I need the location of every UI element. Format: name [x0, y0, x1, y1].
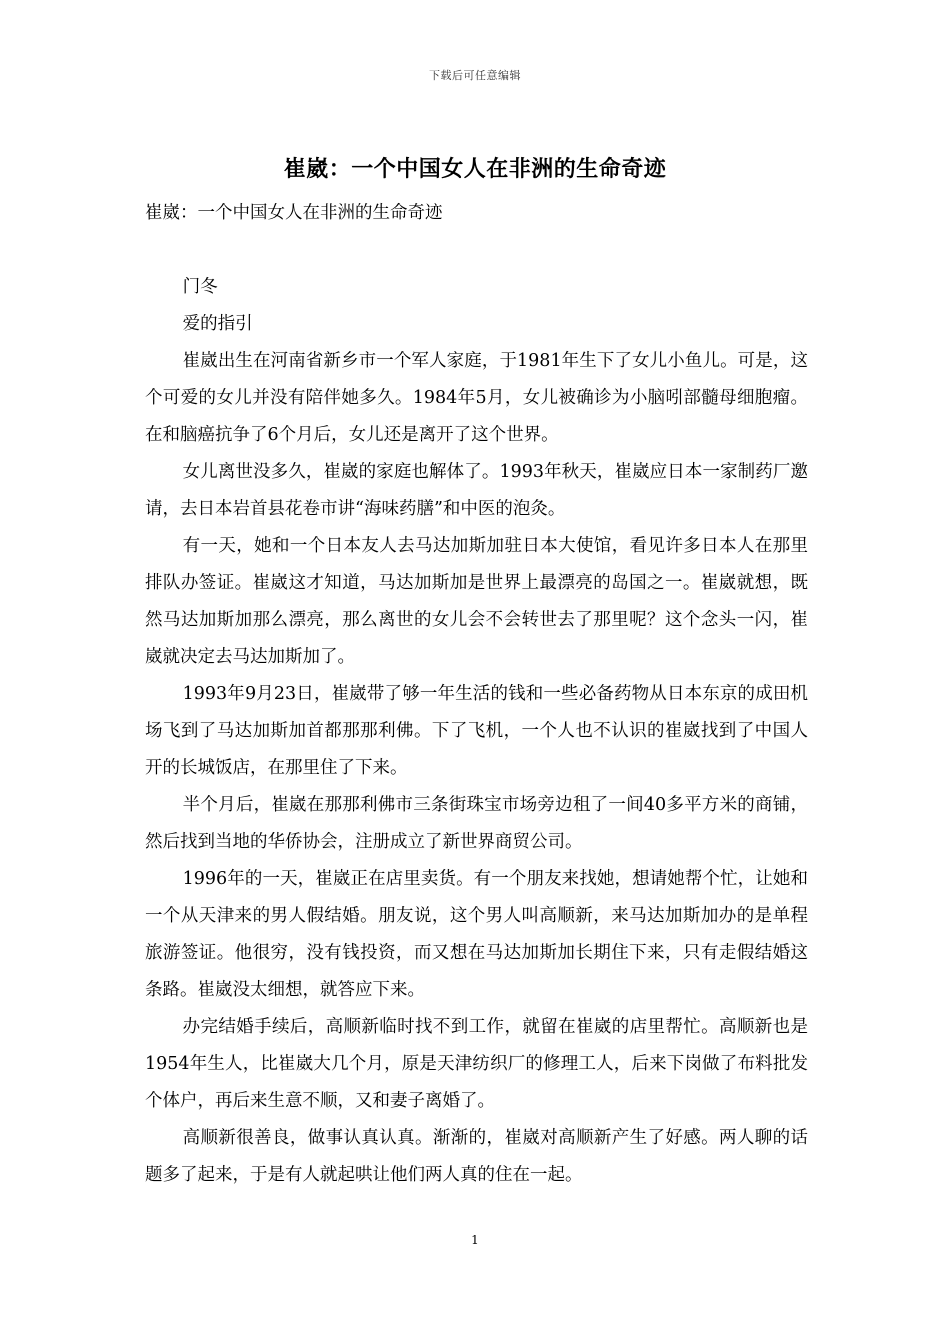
section-heading: 爱的指引 [182, 314, 253, 334]
page-number: 1 [471, 1233, 479, 1247]
subtitle: 崔崴：一个中国女人在非洲的生命奇迹 [145, 203, 443, 223]
document-title: 崔崴：一个中国女人在非洲的生命奇迹 [283, 156, 667, 182]
paragraph: 半个月后，崔崴在那那利佛市三条街珠宝市场旁边租了一间40多平方米的商铺，然后找到当地的华侨协会，注册成立了新世界商贸公司。 [145, 795, 808, 852]
paragraph: 崔崴出生在河南省新乡市一个军人家庭，于1981年生下了女儿小鱼儿。可是，这个可爱的女儿并没有陪伴她多久。1984年5月，女儿被确诊为小脑吲部髓母细胞瘤。在和脑癌抗争了6个月后，女儿还是离开了这个世界。 [145, 351, 808, 445]
paragraph: 1993年9月23日，崔崴带了够一年生活的钱和一些必备药物从日本东京的成田机场飞到了马达加斯加首都那那利佛。下了飞机，一个人也不认识的崔崴找到了中国人开的长城饭店，在那里住了下来。 [145, 684, 808, 778]
document-body [145, 195, 808, 1194]
paragraph: 高顺新很善良，做事认真认真。渐渐的，崔崴对高顺新产生了好感。两人聊的话题多了起来，于是有人就起哄让他们两人真的住在一起。 [145, 1128, 808, 1185]
paragraph: 办完结婚手续后，高顺新临时找不到工作，就留在崔崴的店里帮忙。高顺新也是1954年生人，比崔崴大几个月，原是天津纺织厂的修理工人，后来下岗做了布料批发个体户，再后来生意不顺，又和妻子离婚了。 [145, 1017, 808, 1111]
blank-line [145, 232, 808, 269]
paragraph: 有一天，她和一个日本友人去马达加斯加驻日本大使馆，看见许多日本人在那里排队办签证。崔崴这才知道，马达加斯加是世界上最漂亮的岛国之一。崔崴就想，既然马达加斯加那么漂亮，那么离世的女儿会不会转世去了那里呢？这个念头一闪，崔崴就决定去马达加斯加了。 [145, 536, 808, 667]
paragraph: 1996年的一天，崔崴正在店里卖货。有一个朋友来找她，想请她帮个忙，让她和一个从天津来的男人假结婚。朋友说，这个男人叫高顺新，来马达加斯加办的是单程旅游签证。他很穷，没有钱投资，而又想在马达加斯加长期住下来，只有走假结婚这条路。崔崴没太细想，就答应下来。 [145, 869, 808, 1000]
header-note: 下载后可任意编辑 [429, 69, 521, 82]
paragraph: 女儿离世没多久，崔崴的家庭也解体了。1993年秋天，崔崴应日本一家制药厂邀请，去日本岩首县花卷市讲“海味药膳”和中医的泡灸。 [145, 462, 808, 519]
author: 门冬 [182, 277, 218, 297]
